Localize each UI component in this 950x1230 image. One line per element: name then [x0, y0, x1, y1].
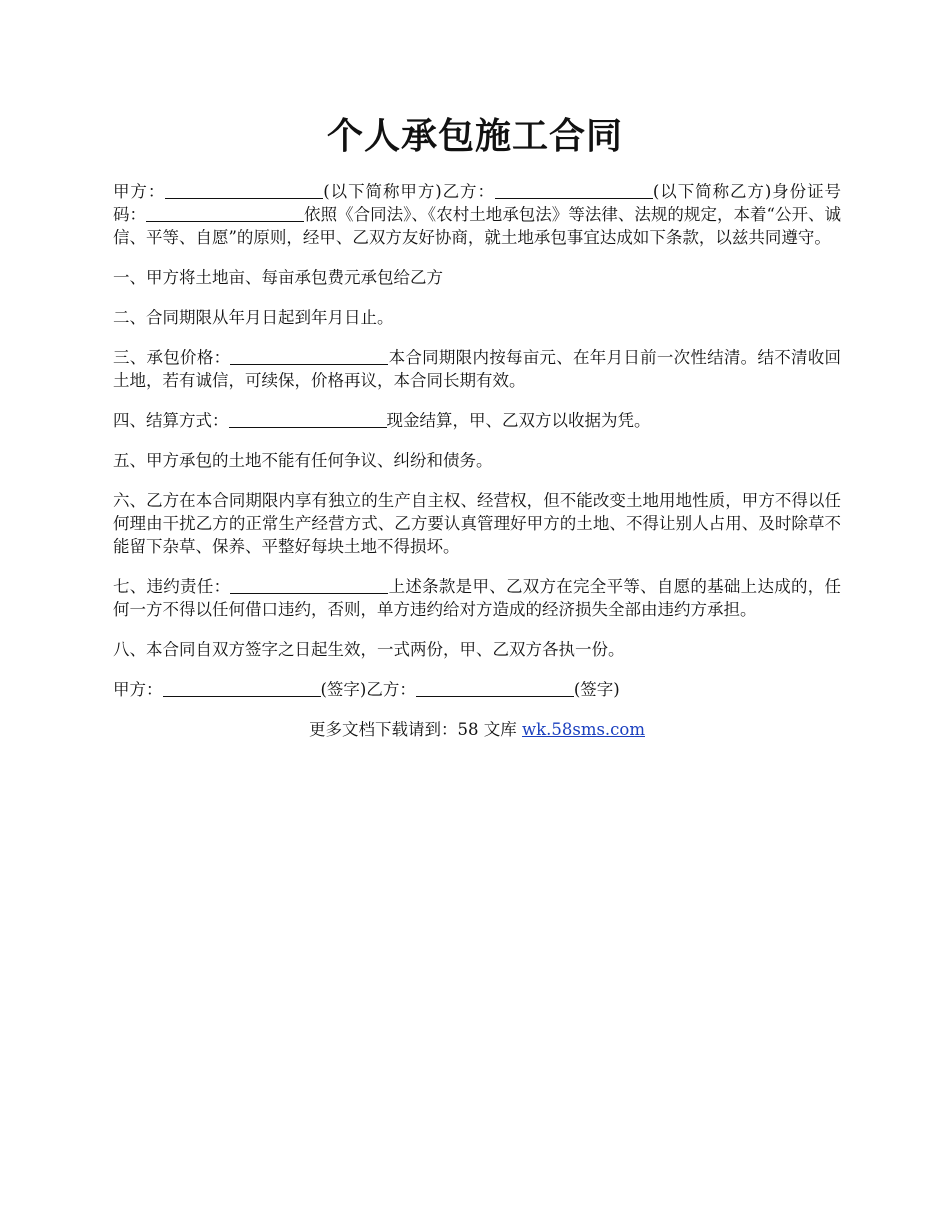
- party-a-label: 甲方：: [113, 182, 166, 201]
- signature-a-blank: [163, 680, 321, 697]
- footer-note: [113, 718, 841, 741]
- clause-3-label: 三、承包价格：: [113, 348, 231, 367]
- settlement-blank: [229, 411, 387, 428]
- clause-4-text: 现金结算，甲、乙双方以收据为凭。: [386, 411, 651, 430]
- clause-3-text: 本合同期限内按每亩元、在年月日前一次性结清。结不清收回土地，若有诚信，可续保，价格再议，本合同长期有效。: [113, 348, 842, 390]
- signature-b-blank: [416, 680, 574, 697]
- clause-5: 五、甲方承包的土地不能有任何争议、纠纷和债务。: [113, 451, 493, 470]
- page-title: 个人承包施工合同: [326, 115, 623, 157]
- clause-1: 一、甲方将土地亩、每亩承包费元承包给乙方: [113, 268, 443, 287]
- clause-2: 二、合同期限从年月日起到年月日止。: [113, 308, 394, 327]
- clause-8: 八、本合同自双方签字之日起生效，一式两份，甲、乙双方各执一份。: [113, 640, 625, 659]
- clause-4: [113, 409, 841, 432]
- signature-b-sign: (签字): [573, 680, 620, 699]
- party-b-blank: [495, 182, 653, 199]
- clause-6: 六、乙方在本合同期限内享有独立的生产自主权、经营权，但不能改变土地用地性质，甲方不得以任何理由干扰乙方的正常生产经营方式、乙方要认真管理好甲方的土地、不得让别人占用、及时除草不能留下杂草、保养、平整好每块土地不得损坏。: [113, 491, 841, 556]
- footer-text: 更多文档下载请到：58 文库: [308, 720, 522, 739]
- contract-body: [113, 180, 841, 758]
- clause-7: [113, 575, 841, 621]
- clause-7-text: 上述条款是甲、乙双方在完全平等、自愿的基础上达成的，任何一方不得以任何借口违约，否则，单方违约给对方造成的经济损失全部由违约方承担。: [113, 577, 842, 619]
- signature-a-label: 甲方：: [113, 680, 163, 699]
- clause-3: [113, 346, 841, 392]
- price-blank: [230, 348, 388, 365]
- id-number-blank: [146, 205, 304, 222]
- intro-rest: 依照《合同法》、《农村土地承包法》等法律、法规的规定，本着“公开、诚信、平等、自愿”的原则，经甲、乙双方友好协商，就土地承包事宜达成如下条款，以兹共同遵守。: [113, 205, 841, 247]
- signature-a-sign: (签字)乙方：: [320, 680, 416, 699]
- party-b-suffix: (以下简称乙方)身份证号码：: [113, 182, 842, 224]
- clause-4-label: 四、结算方式：: [113, 411, 229, 430]
- footer-link[interactable]: wk.58sms.com: [521, 720, 645, 739]
- party-a-suffix: (以下简称甲方)乙方：: [323, 182, 495, 201]
- intro-paragraph: [113, 180, 841, 249]
- liability-blank: [230, 577, 388, 594]
- clause-7-label: 七、违约责任：: [113, 577, 231, 596]
- party-a-blank: [165, 182, 323, 199]
- signature-line: [113, 678, 841, 701]
